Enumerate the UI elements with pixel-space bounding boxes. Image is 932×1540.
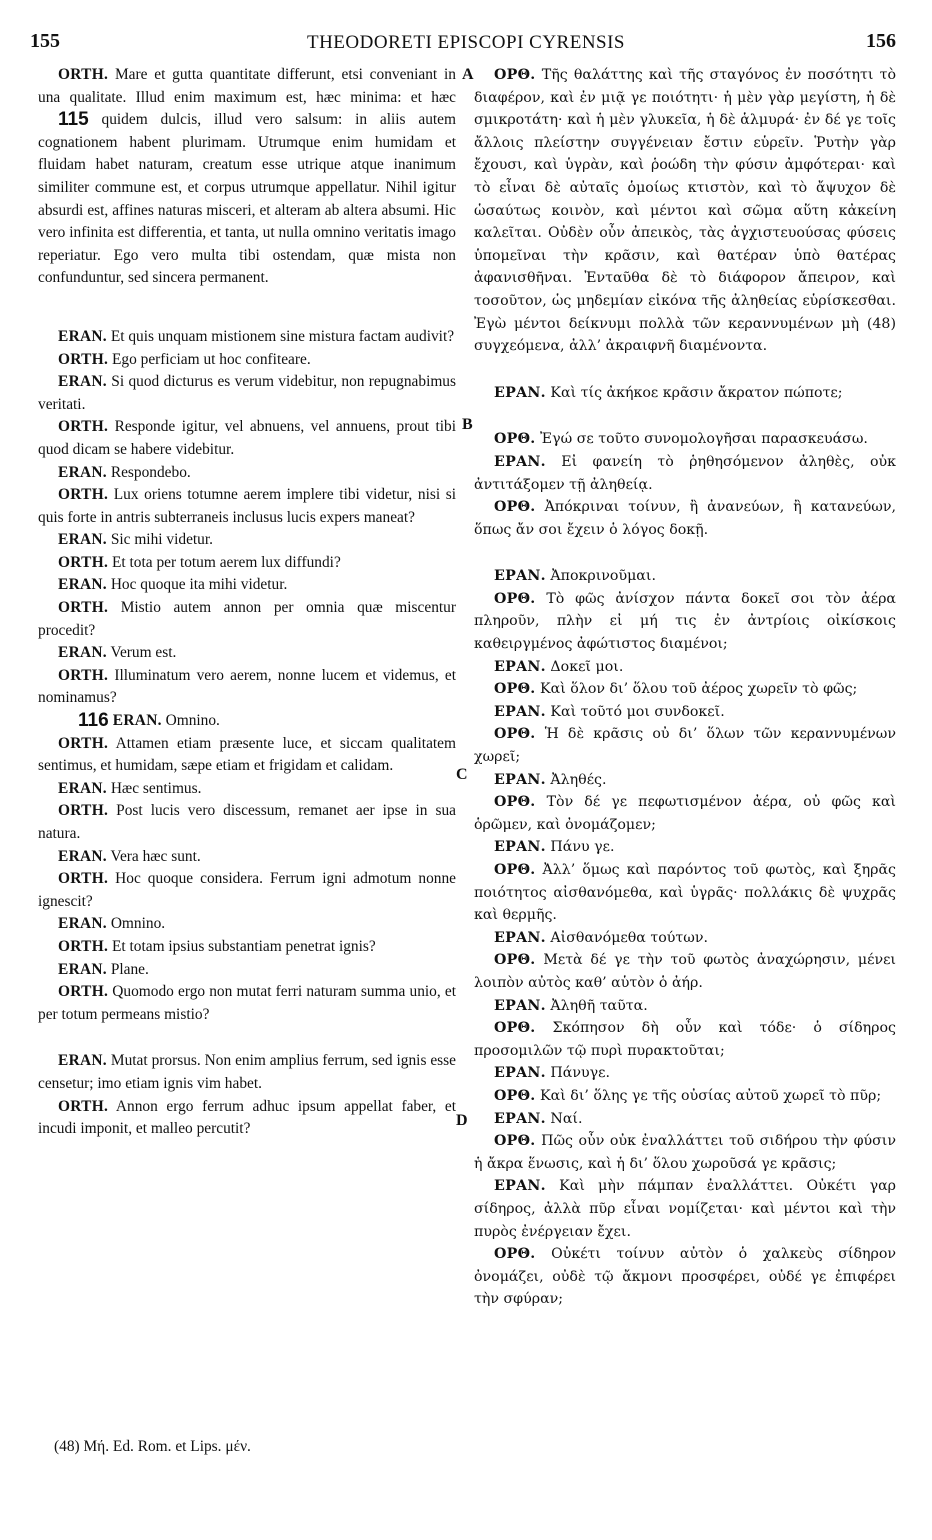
dialogue-text: Δοκεῖ μοι. [545, 658, 624, 675]
dialogue-text: Αἰσθανόμεθα τούτων. [545, 929, 708, 946]
speaker-label: ΟΡΘ. [494, 726, 536, 743]
greek-paragraph [474, 64, 896, 358]
dialogue-text: Μετὰ δέ γε τὴν τοῦ φωτὸς ἀναχώρησιν, μένει λοιπὸν αὐτὸς καθ’ αὑτὸν ὁ ἀήρ. [474, 952, 896, 991]
dialogue-text: Si quod dicturus es verum videbitur, non repugnabimus veritati. [38, 373, 456, 413]
dialogue-text: Τὸ φῶς ἀνίσχον πάντα δοκεῖ σοι τὸν ἀέρα πληροῦν, πλὴν εἰ μή τις ἐν ἀντρίοις οἰκίσκοις καθειργμένος ἀφώτιστος διαμένοι; [474, 590, 896, 653]
latin-paragraph [38, 1096, 456, 1141]
dialogue-text: Mare et gutta quantitate differunt, etsi conveniant in una qualitate. Illud enim maximum est, hæc minima: et hæc [38, 66, 456, 106]
dialogue-text: Ἡ δὲ κρᾶσις οὐ δι’ ὅλων τῶν κεραννυμένων χωρεῖ; [474, 726, 896, 766]
speaker-label: ΕΡΑΝ. [494, 384, 546, 401]
latin-paragraph [38, 642, 456, 665]
dialogue-text: Πῶς οὖν οὐκ ἐναλλάττει τοῦ σιδήρου τὴν φύσιν ἡ ἄκρα ἕνωσις, καὶ ἡ δι’ ὅλου χωροῦσά γε κρᾶσις; [474, 1133, 896, 1172]
speaker-label: ORTH. [58, 937, 109, 955]
running-title: THEODORETI EPISCOPI CYRENSIS [306, 32, 626, 53]
speaker-label: ΕΡΑΝ. [494, 839, 546, 856]
speaker-label: ERAN. [58, 1052, 107, 1070]
dialogue-text: Εἰ φανείη τὸ ῥηθησόμενον ἀληθὲς, οὐκ ἀντιτάξομεν τῇ ἀληθείᾳ. [474, 453, 896, 493]
greek-paragraph [474, 791, 896, 836]
speaker-label: ORTH. [58, 983, 109, 1001]
latin-paragraph [38, 1050, 456, 1095]
greek-paragraph [474, 1175, 896, 1243]
speaker-label: ΕΡΑΝ. [494, 929, 546, 946]
speaker-label: ERAN. [58, 531, 107, 549]
latin-paragraph [38, 416, 456, 461]
dialogue-text: Τῆς θαλάττης καὶ τῆς σταγόνος ἐν ποσότητι τὸ διαφέρον, καὶ ἐν μιᾷ γε ποιότητι· ἡ μὲν γὰρ μεγίστη, ἡ δὲ σμικροτάτη· καὶ ἡ μὲν γλυκεῖα, ἡ δὲ ἁλμυρά· ἐν δέ γε τοῖς ἄλλοις πλείστην συγγένειαν ἔστιν εὑρεῖν. Ῥυτὴν γὰρ ἔχουσι, καὶ ὑγρὰν, καὶ ῥοώδη τὴν φύσιν ἀμφότεραι· καὶ τὸ εἶναι δὲ αὐταῖς ὁμοίως κτιστὸν, καὶ τὸ ἄψυχον δὲ ὡσαύτως κοινὸν, καὶ μέντοι καὶ σῶμα αὕτη κἀκείνη καλεῖται. Οὐδὲν οὖν ἀπεικὸς, τὰς ἀγχιστευούσας φύσεις ὑπομεῖναι τὴν κρᾶσιν, καὶ θατέραν ὑπὸ θατέρας ἀφανισθῆναι. Ἐνταῦθα δὲ τὸ διάφορον ἄπειρον, καὶ τοσοῦτον, ὡς μηδεμίαν εἰκόνα τῆς ἀληθείας εὑρίσκεσθαι. Ἐγὼ μέντοι δείκνυμι πολλὰ τῶν κεραννυμένων μὴ (48) συγχεόμενα, ἀλλ’ ἀκραιφνῆ διαμένοντα. [474, 67, 896, 355]
greek-paragraph [474, 701, 896, 724]
greek-paragraph [474, 382, 896, 405]
dialogue-text: Respondebo. [106, 463, 191, 481]
latin-paragraph [38, 349, 456, 372]
dialogue-text: Omnino. [161, 712, 220, 730]
latin-paragraph [38, 484, 456, 529]
latin-paragraph [38, 800, 456, 845]
dialogue-text: Καὶ ὅλον δι’ ὅλου τοῦ ἀέρος χωρεῖν τὸ φῶς; [535, 681, 858, 698]
speaker-label: ΟΡΘ. [494, 1133, 536, 1150]
greek-paragraph [474, 995, 896, 1018]
page-number-right: 156 [866, 30, 896, 52]
dialogue-text: Σκόπησον δὴ οὖν καὶ τόδε· ὁ σίδηρος προσομιλῶν τῷ πυρὶ πυρακτοῦται; [474, 1020, 896, 1059]
dialogue-text: Καὶ δι’ ὅλης γε τῆς οὐσίας αὐτοῦ χωρεῖ τὸ πῦρ; [535, 1087, 882, 1104]
dialogue-text: Καὶ τοῦτό μοι συνδοκεῖ. [545, 703, 725, 720]
latin-paragraph [38, 846, 456, 869]
latin-paragraph [38, 552, 456, 575]
dialogue-text: Hæc sentimus. [106, 779, 202, 797]
speaker-label: ΟΡΘ. [494, 1087, 536, 1104]
speaker-label: ERAN. [58, 915, 107, 933]
dialogue-text: Et totam ipsius substantiam penetrat ignis? [108, 937, 376, 955]
speaker-label: ΟΡΘ. [494, 1246, 536, 1263]
dialogue-text: Responde igitur, vel abnuens, vel annuens, prout tibi quod dicam se habere videbitur. [38, 418, 456, 458]
speaker-label: ΕΡΑΝ. [494, 568, 546, 585]
speaker-label: ΟΡΘ. [494, 952, 536, 969]
page-number-left: 155 [30, 30, 60, 52]
dialogue-text: Et tota per totum aerem lux diffundi? [108, 553, 341, 571]
dialogue-text: Post lucis vero discessum, remanet aer ipse in sua natura. [38, 802, 456, 842]
speaker-label: ORTH. [58, 350, 109, 368]
latin-paragraph [38, 64, 456, 290]
speaker-label: ERAN. [108, 712, 162, 730]
greek-paragraph [474, 565, 896, 588]
dialogue-text: Plane. [106, 960, 149, 978]
speaker-label: ΕΡΑΝ. [494, 703, 546, 720]
dialogue-text: Ἀπόκριναι τοίνυν, ἢ ἀνανεύων, ἢ κατανεύων, ὅπως ἄν σοι ἔχειν ὁ λόγος δοκῇ. [474, 499, 896, 538]
speaker-label: ORTH. [58, 486, 109, 504]
greek-paragraph [474, 859, 896, 927]
greek-paragraph [474, 927, 896, 950]
dialogue-text: Πάνυ γε. [545, 839, 615, 856]
latin-paragraph [38, 733, 456, 778]
speaker-label: ΟΡΘ. [494, 431, 536, 448]
latin-paragraph [38, 665, 456, 710]
speaker-label: ΟΡΘ. [494, 862, 536, 878]
dialogue-text: Mutat prorsus. Non enim amplius ferrum, sed ignis esse censetur; imo etiam ignis vim habet. [38, 1052, 456, 1092]
speaker-label: ORTH. [58, 666, 109, 684]
greek-paragraph [474, 1108, 896, 1131]
dialogue-text: Hoc quoque considera. Ferrum igni admotum nonne ignescit? [38, 870, 456, 910]
speaker-label: ΕΡΑΝ. [494, 1065, 546, 1082]
dialogue-text: Hoc quoque ita mihi videtur. [106, 576, 288, 594]
dialogue-text: Οὐκέτι τοίνυν αὐτὸν ὁ χαλκεὺς σίδηρον ὀνομάζει, οὐδὲ τῷ ἄκμονι προσφέρει, οὐδέ γε ἐπιφέρει τὴν σφύραν; [474, 1246, 896, 1308]
greek-paragraph [474, 836, 896, 859]
latin-paragraph [38, 868, 456, 913]
section-marker-d: D [456, 1112, 468, 1129]
speaker-label: ORTH. [58, 802, 109, 820]
dialogue-text: Illuminatum vero aerem, nonne lucem et videmus, et nominamus? [38, 666, 456, 707]
speaker-label: ORTH. [58, 66, 109, 83]
dialogue-text: Mistio autem annon per omnia quæ miscentur procedit? [38, 599, 456, 639]
dialogue-text: Καὶ μὴν πάμπαν ἐναλλάττει. Οὐκέτι γαρ σίδηρος, ἀλλὰ πῦρ εἶναι νομίζεται· καὶ μέντοι καὶ τὴν πυρὸς ἐνέργειαν ἔχει. [474, 1178, 896, 1240]
dialogue-text: Ἀποκρινοῦμαι. [545, 568, 656, 585]
dialogue-text: Vera hæc sunt. [106, 847, 201, 865]
speaker-label: ERAN. [58, 847, 107, 865]
latin-paragraph [38, 597, 456, 642]
latin-paragraph [38, 371, 456, 416]
section-marker-c: C [456, 766, 468, 783]
greek-paragraph [474, 949, 896, 994]
footnote: (48) Μή. Ed. Rom. et Lips. μέν. [54, 1438, 251, 1455]
dialogue-text: Lux oriens totumne aerem implere tibi videtur, nisi si quis forte in antris subterraneis inclusus lucis expers maneat? [38, 486, 456, 526]
latin-column [38, 64, 456, 1141]
latin-paragraph [38, 959, 456, 982]
greek-paragraph [474, 588, 896, 656]
dialogue-text: Attamen etiam præsente luce, et siccam qualitatem sentimus, et humidam, sæpe etiam et frigidam et calidam. [38, 734, 456, 775]
greek-paragraph [474, 1062, 896, 1085]
page-marker: 116 [78, 710, 109, 732]
dialogue-text: Quomodo ergo non mutat ferri naturam summa unio, et per totum permeans mistio? [38, 983, 456, 1023]
speaker-label: ORTH. [58, 599, 109, 617]
speaker-label: ΟΡΘ. [494, 590, 536, 607]
speaker-label: ORTH. [58, 553, 109, 571]
greek-paragraph [474, 678, 896, 701]
speaker-label: ERAN. [58, 960, 107, 978]
speaker-label: ΕΡΑΝ. [494, 453, 546, 470]
latin-paragraph [38, 710, 456, 733]
dialogue-text: Ἀληθές. [545, 771, 607, 788]
greek-paragraph [474, 1243, 896, 1311]
section-marker-a: A [462, 66, 474, 83]
latin-paragraph [38, 981, 456, 1026]
greek-paragraph [474, 769, 896, 792]
dialogue-text: Et quis unquam mistionem sine mistura factam audivit? [106, 327, 455, 345]
greek-paragraph [474, 1017, 896, 1062]
dialogue-text: Ναί. [545, 1110, 583, 1127]
speaker-label: ERAN. [58, 463, 107, 481]
speaker-label: ERAN. [58, 644, 107, 662]
dialogue-text: Ἐγώ σε τοῦτο συνομολογῆσαι παρασκευάσω. [535, 431, 868, 448]
section-marker-b: B [462, 416, 473, 433]
greek-paragraph [474, 451, 896, 496]
page-header [0, 30, 932, 64]
speaker-label: ΕΡΑΝ. [494, 658, 546, 675]
speaker-label: ERAN. [58, 373, 107, 391]
dialogue-text: Ἀλλ’ ὅμως καὶ παρόντος τοῦ φωτὸς, καὶ ξηρᾶς ποιότητος αἰσθανόμεθα, καὶ ὑγρᾶς· πολλάκις δὲ ψυχρᾶς καὶ θερμῆς. [474, 862, 896, 924]
greek-paragraph [474, 1130, 896, 1175]
greek-paragraph [474, 428, 896, 451]
dialogue-text: Annon ergo ferrum adhuc ipsum appellat faber, et incudi imponit, et malleo percutit? [38, 1097, 456, 1138]
latin-paragraph [38, 778, 456, 801]
greek-column [474, 64, 896, 1311]
dialogue-text: Ἀληθῆ ταῦτα. [545, 997, 648, 1014]
dialogue-text: Πάνυγε. [545, 1065, 610, 1082]
dialogue-text: Verum est. [106, 644, 177, 662]
greek-paragraph [474, 496, 896, 541]
latin-paragraph [38, 326, 456, 349]
dialogue-text: Sic mihi videtur. [106, 531, 213, 549]
speaker-label: ΟΡΘ. [494, 499, 536, 516]
speaker-label: ORTH. [58, 418, 109, 436]
speaker-label: ΕΡΑΝ. [494, 997, 546, 1014]
dialogue-text: quidem dulcis, illud vero salsum: in aliis autem cognationem habent plurimam. Utrumque enim humidam et fluidam habet naturam, creatum esse utrique atque inanimum similiter commune est, et corpus utrumque appellatur. Nihil igitur absurdi est, affines naturas misceri, et alteram ab altera absumi. Hic vero infinita est differentia, et tanta, ut nulla omnino veritatis imago reperiatur. Ego vero multa tibi ostendam, quæ mista non confunduntur, sed sincera permanent. [38, 111, 456, 287]
speaker-label: ORTH. [58, 734, 109, 752]
speaker-label: ΕΡΑΝ. [494, 1110, 546, 1127]
latin-paragraph [38, 529, 456, 552]
latin-paragraph [38, 913, 456, 936]
page-marker: 115 [58, 109, 89, 131]
greek-paragraph [474, 723, 896, 768]
dialogue-text: Omnino. [106, 915, 166, 933]
speaker-label: ORTH. [58, 870, 109, 888]
greek-paragraph [474, 1085, 896, 1108]
speaker-label: ΕΡΑΝ. [494, 1178, 546, 1195]
speaker-label: ERAN. [58, 327, 107, 345]
speaker-label: ERAN. [58, 576, 107, 594]
speaker-label: ΟΡΘ. [494, 681, 536, 698]
latin-paragraph [38, 574, 456, 597]
dialogue-text: Καὶ τίς ἀκήκοε κρᾶσιν ἄκρατον πώποτε; [545, 384, 843, 401]
speaker-label: ΟΡΘ. [494, 67, 536, 83]
latin-paragraph [38, 936, 456, 959]
dialogue-text: Τὸν δέ γε πεφωτισμένον ἀέρα, οὐ φῶς καὶ ὁρῶμεν, καὶ ὀνομάζομεν; [474, 794, 896, 833]
speaker-label: ORTH. [58, 1097, 109, 1115]
latin-paragraph [38, 462, 456, 485]
speaker-label: ERAN. [58, 779, 107, 797]
dialogue-text: Ego perficiam ut hoc confiteare. [108, 350, 311, 368]
speaker-label: ΕΡΑΝ. [494, 771, 546, 788]
speaker-label: ΟΡΘ. [494, 794, 536, 811]
greek-paragraph [474, 656, 896, 679]
speaker-label: ΟΡΘ. [494, 1020, 536, 1037]
